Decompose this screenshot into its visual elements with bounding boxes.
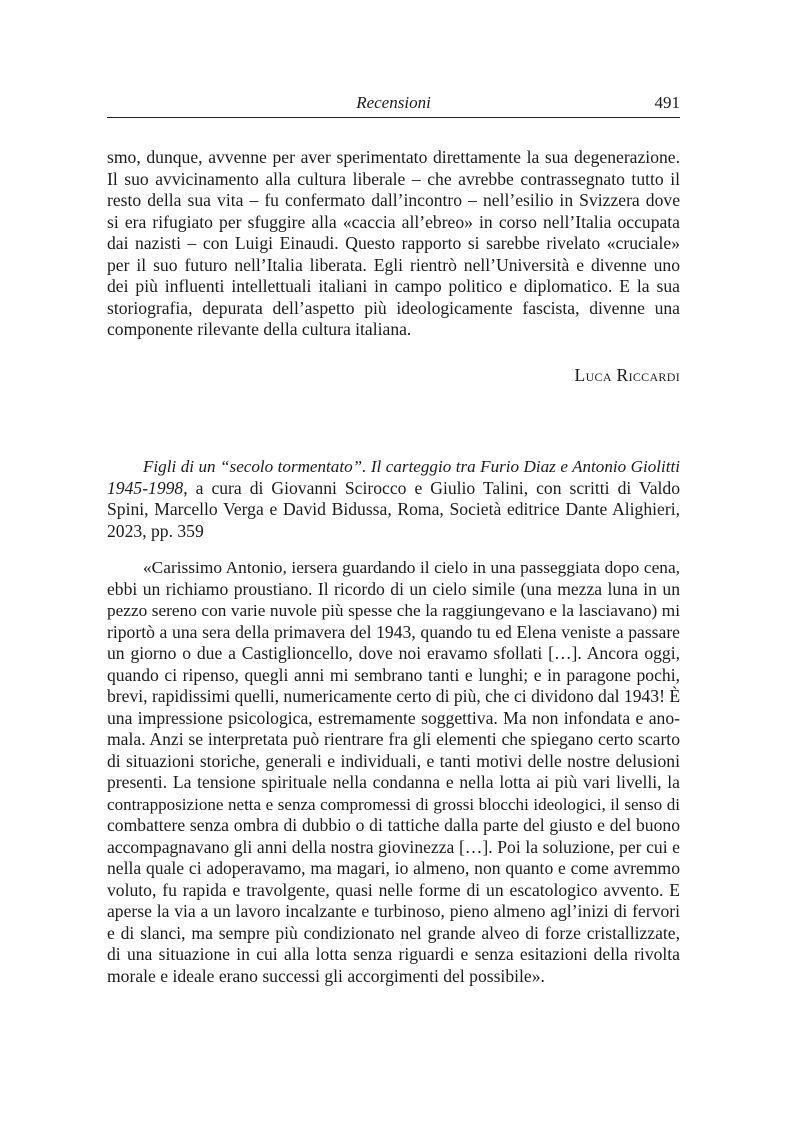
heading-line <box>107 478 680 500</box>
text-line: riportò a una sera della primavera del 1943, quando tu ed Elena veniste a passare <box>107 621 680 642</box>
text-line: pezzo sereno con varie nuvole più spesse che la raggiungevano e la lasciavano) mi <box>107 601 680 620</box>
text-line: di una situazione in cui alla lotta senza riguardi e senza esitazioni della rivolta <box>107 944 680 964</box>
text-line: un giorno o due a Castiglioncello, dove noi eravamo sfollati […]. Ancora oggi, <box>107 643 680 663</box>
text-line: componente rilevante della cultura italiana. <box>107 319 412 339</box>
text-line: aperse la via a un lavoro incalzante e turbinoso, pieno almeno agl’inizi di fervori <box>107 901 680 921</box>
text-line: storiografia, depurata dell’aspetto più ideologicamente fascista, divenne una <box>107 297 680 318</box>
text-line: quando ci ripenso, quegli anni mi sembrano tanti e lunghi; e in paragone pochi, <box>107 664 680 685</box>
text-line: brevi, rapidissimi quelli, numericamente certo di più, che ci dividono dal 1943! È <box>107 686 681 706</box>
book-editors: , a cura di Giovanni Scirocco e Giulio Talini, con scritti di Valdo <box>183 477 680 498</box>
review-author: Luca Riccardi <box>574 365 680 385</box>
book-title-dates: 1945-1998 <box>107 477 184 498</box>
section-title: Recensioni <box>356 93 431 112</box>
page-number: 491 <box>654 93 680 112</box>
text-line: voluto, fu rapida e travolgente, quasi nelle forme di un escatologico avvento. E <box>107 879 680 900</box>
heading-line: 2023, pp. 359 <box>107 520 204 541</box>
running-header <box>107 93 680 118</box>
text-line: e di slanci, ma sempre più condizionato nel grande alveo di forze cristallizzate, <box>107 922 680 943</box>
text-line: contrapposizione netta e senza compromessi di grossi blocchi ideologici, il senso di <box>107 794 680 814</box>
book-title: Figli di un “secolo tormentato”. Il carteggio tra Furio Diaz e Antonio Giolitti <box>143 457 680 476</box>
text-line: resto della sua vita – fu confermato dall’incontro – nell’esilio in Svizzera dove <box>107 190 680 210</box>
text-line: si era rifugiato per sfuggire alla «caccia all’ebreo» in corso nell’Italia occupata <box>107 211 680 232</box>
text-line: dei più influenti intellettuali italiani in campo politico e diplomatico. E la sua <box>107 276 680 296</box>
heading-line: Spini, Marcello Verga e David Bidussa, Roma, Società editrice Dante Alighieri, <box>107 499 680 519</box>
text-line: mala. Anzi se interpretata può rientrare fra gli elementi che spiegano certo scarto <box>107 729 680 749</box>
text-line: «Carissimo Antonio, iersera guardando il cielo in una passeggiata dopo cena, <box>143 558 680 577</box>
text-line: di situazioni storiche, generali e individuali, e tanti motivi delle nostre delusioni <box>107 750 680 771</box>
text-line: morale e ideale erano successi gli accorgimenti del possibile». <box>107 965 545 986</box>
text-line: smo, dunque, avvenne per aver sperimentato direttamente la sua degenerazione. <box>107 147 680 167</box>
text-line: accompagnavano gli anni della nostra giovinezza […]. Poi la soluzione, per cui e <box>107 836 680 857</box>
text-line: dai nazisti – con Luigi Einaudi. Questo rapporto si sarebbe rivelato «cruciale» <box>107 233 680 253</box>
text-line: una impressione psicologica, estremamente soggettiva. Ma non infondata e ano- <box>107 707 680 728</box>
text-line: combattere senza ombra di dubbio o di tattiche dalla parte del giusto e del buono <box>107 815 680 835</box>
text-line: ebbi un richiamo proustiano. Il ricordo di un cielo simile (una mezza luna in un <box>107 578 680 599</box>
heading-line <box>143 456 680 478</box>
text-line: nella quale ci adoperavamo, ma magari, io almeno, non quanto e come avremmo <box>107 858 680 878</box>
text-line: presenti. La tensione spirituale nella condanna e nella lotta ai più vari livelli, la <box>107 772 680 792</box>
text-line: Il suo avvicinamento alla cultura liberale – che avrebbe contrassegnato tutto il <box>107 168 680 189</box>
text-line: per il suo futuro nell’Italia liberata. Egli rientrò nell’Università e divenne uno <box>107 254 680 275</box>
